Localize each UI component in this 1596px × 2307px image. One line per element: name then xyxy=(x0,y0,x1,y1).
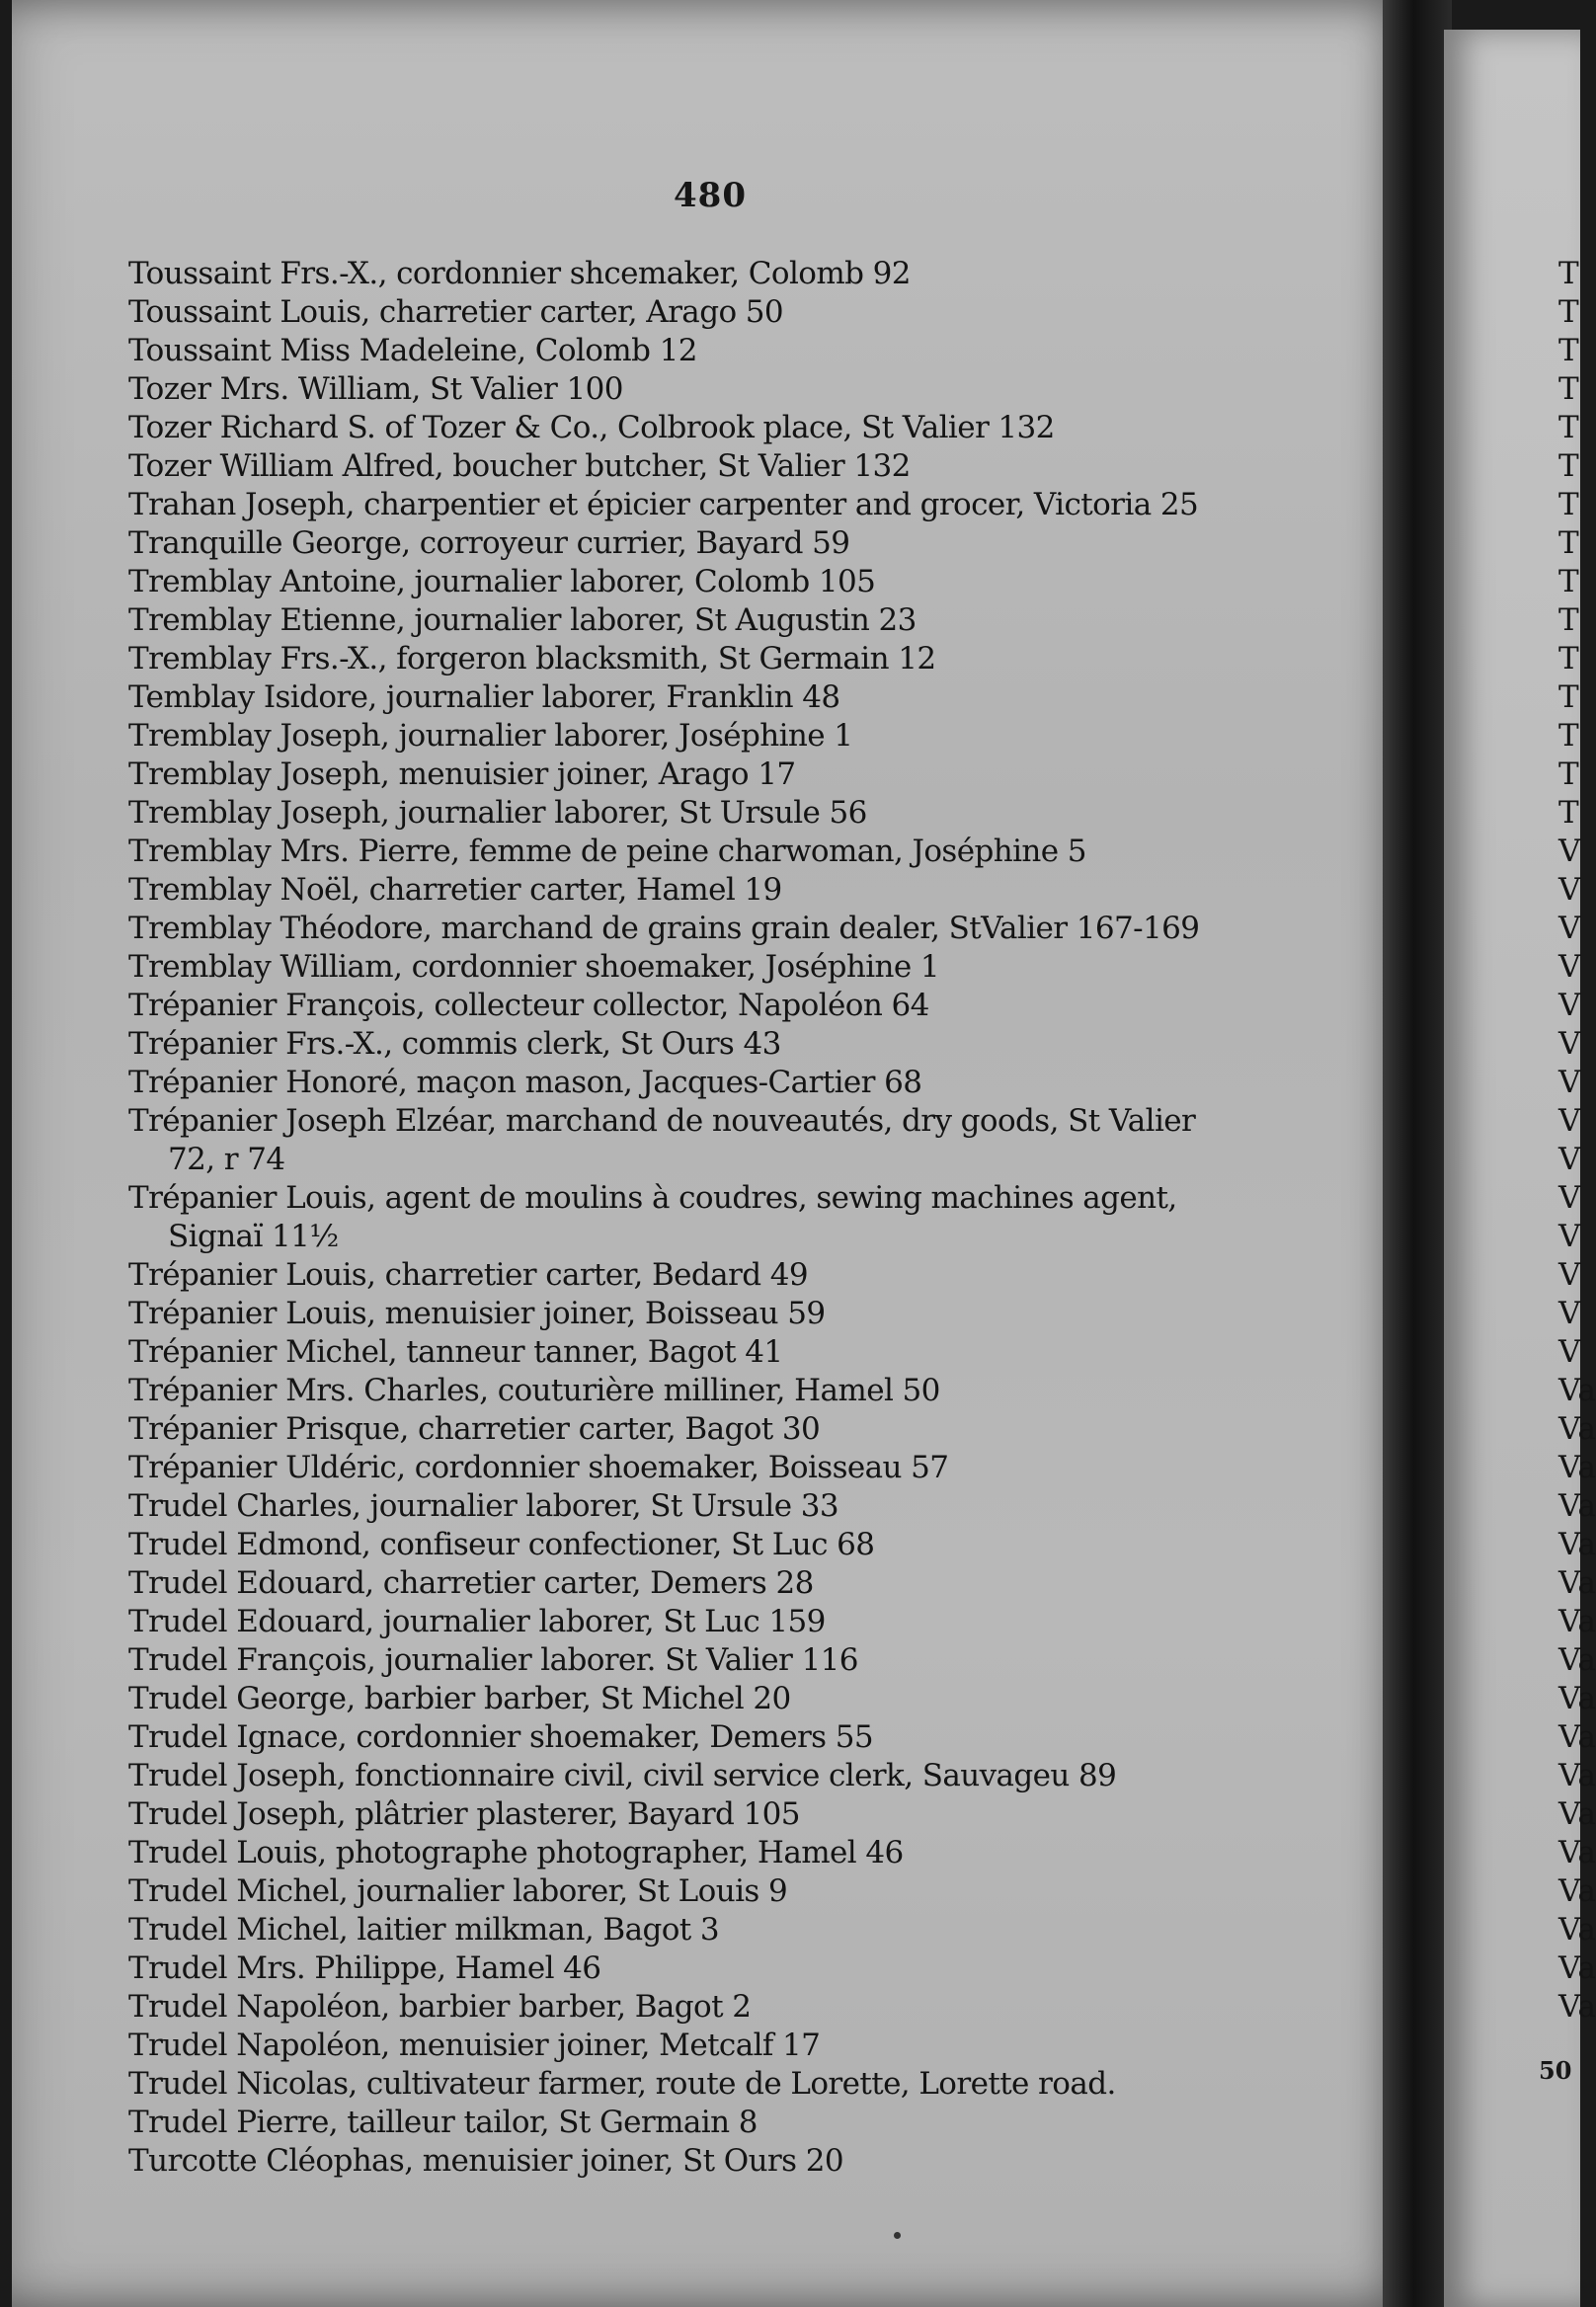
entry-text: Tremblay Mrs. Pierre, femme de peine charwoman, Joséphine 5 xyxy=(128,834,1086,869)
entry-text: Trudel Pierre, tailleur tailor, St Germain 8 xyxy=(128,2105,758,2140)
right-page-letter: T xyxy=(1558,333,1579,368)
right-page-letter: Va xyxy=(1558,1488,1596,1524)
entry-text: Tremblay Joseph, journalier laborer, Joséphine 1 xyxy=(128,718,853,754)
right-page-letter: V xyxy=(1558,1334,1581,1370)
directory-entry xyxy=(128,1641,1343,1680)
entry-text: Toussaint Miss Madeleine, Colomb 12 xyxy=(128,333,697,368)
entry-text: Tremblay Frs.-X., forgeron blacksmith, St Germain 12 xyxy=(128,641,936,676)
entry-text: Trépanier Mrs. Charles, couturière milliner, Hamel 50 xyxy=(128,1373,940,1408)
directory-entry xyxy=(128,1487,1343,1526)
left-page xyxy=(12,0,1414,2307)
directory-entry xyxy=(128,833,1343,871)
directory-entry xyxy=(128,1834,1343,1872)
directory-entry xyxy=(128,332,1343,370)
directory-entry xyxy=(128,1988,1343,2027)
entry-text: Trépanier Louis, menuisier joiner, Boisseau 59 xyxy=(128,1296,826,1331)
entry-text: Trahan Joseph, charpentier et épicier carpenter and grocer, Victoria 25 xyxy=(128,487,1199,522)
right-page-letter: Va xyxy=(1558,1373,1596,1408)
directory-entry xyxy=(128,1449,1343,1487)
directory-entries xyxy=(128,255,1343,2181)
right-page-letters xyxy=(1558,255,1596,2027)
entry-text: Tremblay Joseph, menuisier joiner, Arago 17 xyxy=(128,756,796,792)
entry-text: Trudel George, barbier barber, St Michel 20 xyxy=(128,1681,791,1716)
right-page-letter: V xyxy=(1558,911,1581,946)
right-page-letter: Va xyxy=(1558,1642,1596,1678)
right-page-letter: V xyxy=(1558,1026,1581,1062)
right-page-letter: T xyxy=(1558,410,1579,445)
right-page-letter: Va xyxy=(1558,1565,1596,1601)
right-page-letter: Va xyxy=(1558,1873,1596,1909)
directory-entry xyxy=(128,794,1343,833)
entry-text: Tremblay Etienne, journalier laborer, St Augustin 23 xyxy=(128,602,917,638)
right-page-letter: T xyxy=(1558,564,1579,599)
directory-entry xyxy=(128,447,1343,486)
entry-text: Trudel Edmond, confiseur confectioner, St Luc 68 xyxy=(128,1527,875,1562)
entry-text: Tranquille George, corroyeur currier, Bayard 59 xyxy=(128,525,850,561)
right-page-letter: T xyxy=(1558,448,1579,484)
entry-text: Trudel Louis, photographe photographer, Hamel 46 xyxy=(128,1835,904,1870)
right-page-letter: V xyxy=(1558,1142,1581,1177)
right-page-letter: V xyxy=(1558,1103,1581,1139)
directory-entry xyxy=(128,717,1343,756)
directory-entry xyxy=(128,601,1343,640)
directory-entry xyxy=(128,1757,1343,1795)
right-page-letter: T xyxy=(1558,679,1579,715)
right-page-letter: Va xyxy=(1558,1450,1596,1485)
entry-text: Trépanier Honoré, maçon mason, Jacques-Cartier 68 xyxy=(128,1065,922,1100)
book-gutter xyxy=(1383,0,1452,2307)
directory-entry xyxy=(128,486,1343,524)
directory-entry xyxy=(128,1911,1343,1949)
entry-text: Turcotte Cléophas, menuisier joiner, St Ours 20 xyxy=(128,2143,843,2179)
right-page-number: 50 xyxy=(1539,2056,1572,2085)
directory-entry xyxy=(128,2027,1343,2065)
directory-entry xyxy=(128,563,1343,601)
right-page-letter: T xyxy=(1558,756,1579,792)
right-page-letter: Va xyxy=(1558,1719,1596,1755)
directory-entry xyxy=(128,2142,1343,2181)
directory-entry xyxy=(128,1179,1343,1256)
page-number: 480 xyxy=(674,176,747,215)
right-page-letter: Va xyxy=(1558,1835,1596,1870)
entry-text: Trudel Charles, journalier laborer, St Ursule 33 xyxy=(128,1488,838,1524)
entry-text: Tozer Mrs. William, St Valier 100 xyxy=(128,371,623,407)
right-page-letter: Va xyxy=(1558,1681,1596,1716)
right-page-letter: T xyxy=(1558,294,1579,330)
directory-entry xyxy=(128,1564,1343,1603)
directory-entry xyxy=(128,370,1343,409)
right-page-letter: Va xyxy=(1558,1796,1596,1832)
directory-entry xyxy=(128,1949,1343,1988)
right-page-letter: T xyxy=(1558,641,1579,676)
entry-text: Trudel Napoléon, menuisier joiner, Metcalf 17 xyxy=(128,2028,821,2063)
directory-entry xyxy=(128,1795,1343,1834)
directory-entry xyxy=(128,756,1343,794)
right-page-letter: T xyxy=(1558,371,1579,407)
entry-text: Temblay Isidore, journalier laborer, Franklin 48 xyxy=(128,679,840,715)
entry-text: Trudel François, journalier laborer. St Valier 116 xyxy=(128,1642,858,1678)
right-page-letter: Va xyxy=(1558,1989,1596,2025)
entry-text: Trépanier Frs.-X., commis clerk, St Ours 43 xyxy=(128,1026,781,1062)
directory-entry xyxy=(128,2065,1343,2104)
right-page-letter: V xyxy=(1558,1257,1581,1293)
entry-continuation: 72, r 74 xyxy=(168,1142,285,1177)
entry-text: Tremblay William, cordonnier shoemaker, Joséphine 1 xyxy=(128,949,939,985)
entry-text: Trépanier Prisque, charretier carter, Bagot 30 xyxy=(128,1411,821,1447)
right-page-letter: Va xyxy=(1558,1950,1596,1986)
entry-text: Tozer Richard S. of Tozer & Co., Colbrook place, St Valier 132 xyxy=(128,410,1055,445)
right-page-letter: Va xyxy=(1558,1758,1596,1793)
entry-text: Trépanier Joseph Elzéar, marchand de nouveautés, dry goods, St Valier xyxy=(128,1103,1196,1139)
directory-entry xyxy=(128,409,1343,447)
entry-text: Toussaint Louis, charretier carter, Arago 50 xyxy=(128,294,784,330)
entry-text: Trudel Joseph, plâtrier plasterer, Bayard 105 xyxy=(128,1796,800,1832)
right-page-letter: T xyxy=(1558,602,1579,638)
directory-entry xyxy=(128,1025,1343,1064)
right-page-letter: V xyxy=(1558,1180,1581,1216)
directory-entry xyxy=(128,871,1343,910)
directory-entry xyxy=(128,2104,1343,2142)
entry-text: Trépanier Louis, agent de moulins à coudres, sewing machines agent, xyxy=(128,1180,1177,1216)
directory-entry xyxy=(128,1064,1343,1102)
entry-text: Trépanier François, collecteur collector, Napoléon 64 xyxy=(128,988,929,1023)
entry-text: Trépanier Louis, charretier carter, Bedard 49 xyxy=(128,1257,808,1293)
right-page-letter: V xyxy=(1558,1065,1581,1100)
directory-entry xyxy=(128,1603,1343,1641)
right-page-letter: V xyxy=(1558,988,1581,1023)
right-page-letter: V xyxy=(1558,949,1581,985)
entry-text: Trudel Napoléon, barbier barber, Bagot 2 xyxy=(128,1989,752,2025)
directory-entry xyxy=(128,255,1343,293)
right-page-letter: T xyxy=(1558,525,1579,561)
entry-text: Tremblay Antoine, journalier laborer, Colomb 105 xyxy=(128,564,876,599)
directory-entry xyxy=(128,293,1343,332)
directory-entry xyxy=(128,1718,1343,1757)
right-page-letter: T xyxy=(1558,256,1579,291)
entry-text: Tremblay Noël, charretier carter, Hamel 19 xyxy=(128,872,782,908)
right-page-letter: Va xyxy=(1558,1411,1596,1447)
entry-text: Tremblay Théodore, marchand de grains grain dealer, StValier 167-169 xyxy=(128,911,1200,946)
right-page-letter: T xyxy=(1558,795,1579,831)
entry-text: Tozer William Alfred, boucher butcher, St Valier 132 xyxy=(128,448,911,484)
right-page-letter: Va xyxy=(1558,1912,1596,1948)
directory-entry xyxy=(128,1295,1343,1333)
entry-text: Trépanier Uldéric, cordonnier shoemaker, Boisseau 57 xyxy=(128,1450,949,1485)
directory-entry xyxy=(128,1526,1343,1564)
right-page-letter: V xyxy=(1558,1296,1581,1331)
entry-text: Trudel Michel, journalier laborer, St Louis 9 xyxy=(128,1873,788,1909)
right-page-letter: V xyxy=(1558,834,1581,869)
entry-text: Toussaint Frs.-X., cordonnier shcemaker, Colomb 92 xyxy=(128,256,911,291)
directory-entry xyxy=(128,1872,1343,1911)
entry-text: Trudel Mrs. Philippe, Hamel 46 xyxy=(128,1950,601,1986)
right-page-letter: Va xyxy=(1558,1527,1596,1562)
right-page-letter: Va xyxy=(1558,1604,1596,1639)
directory-entry xyxy=(128,678,1343,717)
directory-entry xyxy=(128,910,1343,948)
directory-entry xyxy=(128,987,1343,1025)
right-page-letter: V xyxy=(1558,872,1581,908)
entry-text: Trudel Nicolas, cultivateur farmer, route de Lorette, Lorette road. xyxy=(128,2066,1116,2102)
entry-text: Trépanier Michel, tanneur tanner, Bagot 41 xyxy=(128,1334,783,1370)
directory-entry xyxy=(128,1333,1343,1372)
directory-entry xyxy=(128,1372,1343,1410)
directory-entry xyxy=(128,524,1343,563)
directory-entry xyxy=(128,1102,1343,1179)
ink-dot xyxy=(894,2232,901,2239)
entry-text: Trudel Edouard, charretier carter, Demers 28 xyxy=(128,1565,814,1601)
directory-entry xyxy=(128,1410,1343,1449)
entry-text: Trudel Ignace, cordonnier shoemaker, Demers 55 xyxy=(128,1719,873,1755)
right-page-letter: T xyxy=(1558,718,1579,754)
entry-continuation: Signaï 11½ xyxy=(168,1219,339,1254)
entry-text: Trudel Joseph, fonctionnaire civil, civil service clerk, Sauvageu 89 xyxy=(128,1758,1117,1793)
directory-entry xyxy=(128,1256,1343,1295)
directory-entry xyxy=(128,1680,1343,1718)
directory-entry xyxy=(128,640,1343,678)
right-page-letter: T xyxy=(1558,487,1579,522)
entry-text: Tremblay Joseph, journalier laborer, St Ursule 56 xyxy=(128,795,867,831)
entry-text: Trudel Michel, laitier milkman, Bagot 3 xyxy=(128,1912,720,1948)
directory-entry xyxy=(128,948,1343,987)
entry-text: Trudel Edouard, journalier laborer, St Luc 159 xyxy=(128,1604,826,1639)
right-page-letter: V xyxy=(1558,1219,1581,1254)
